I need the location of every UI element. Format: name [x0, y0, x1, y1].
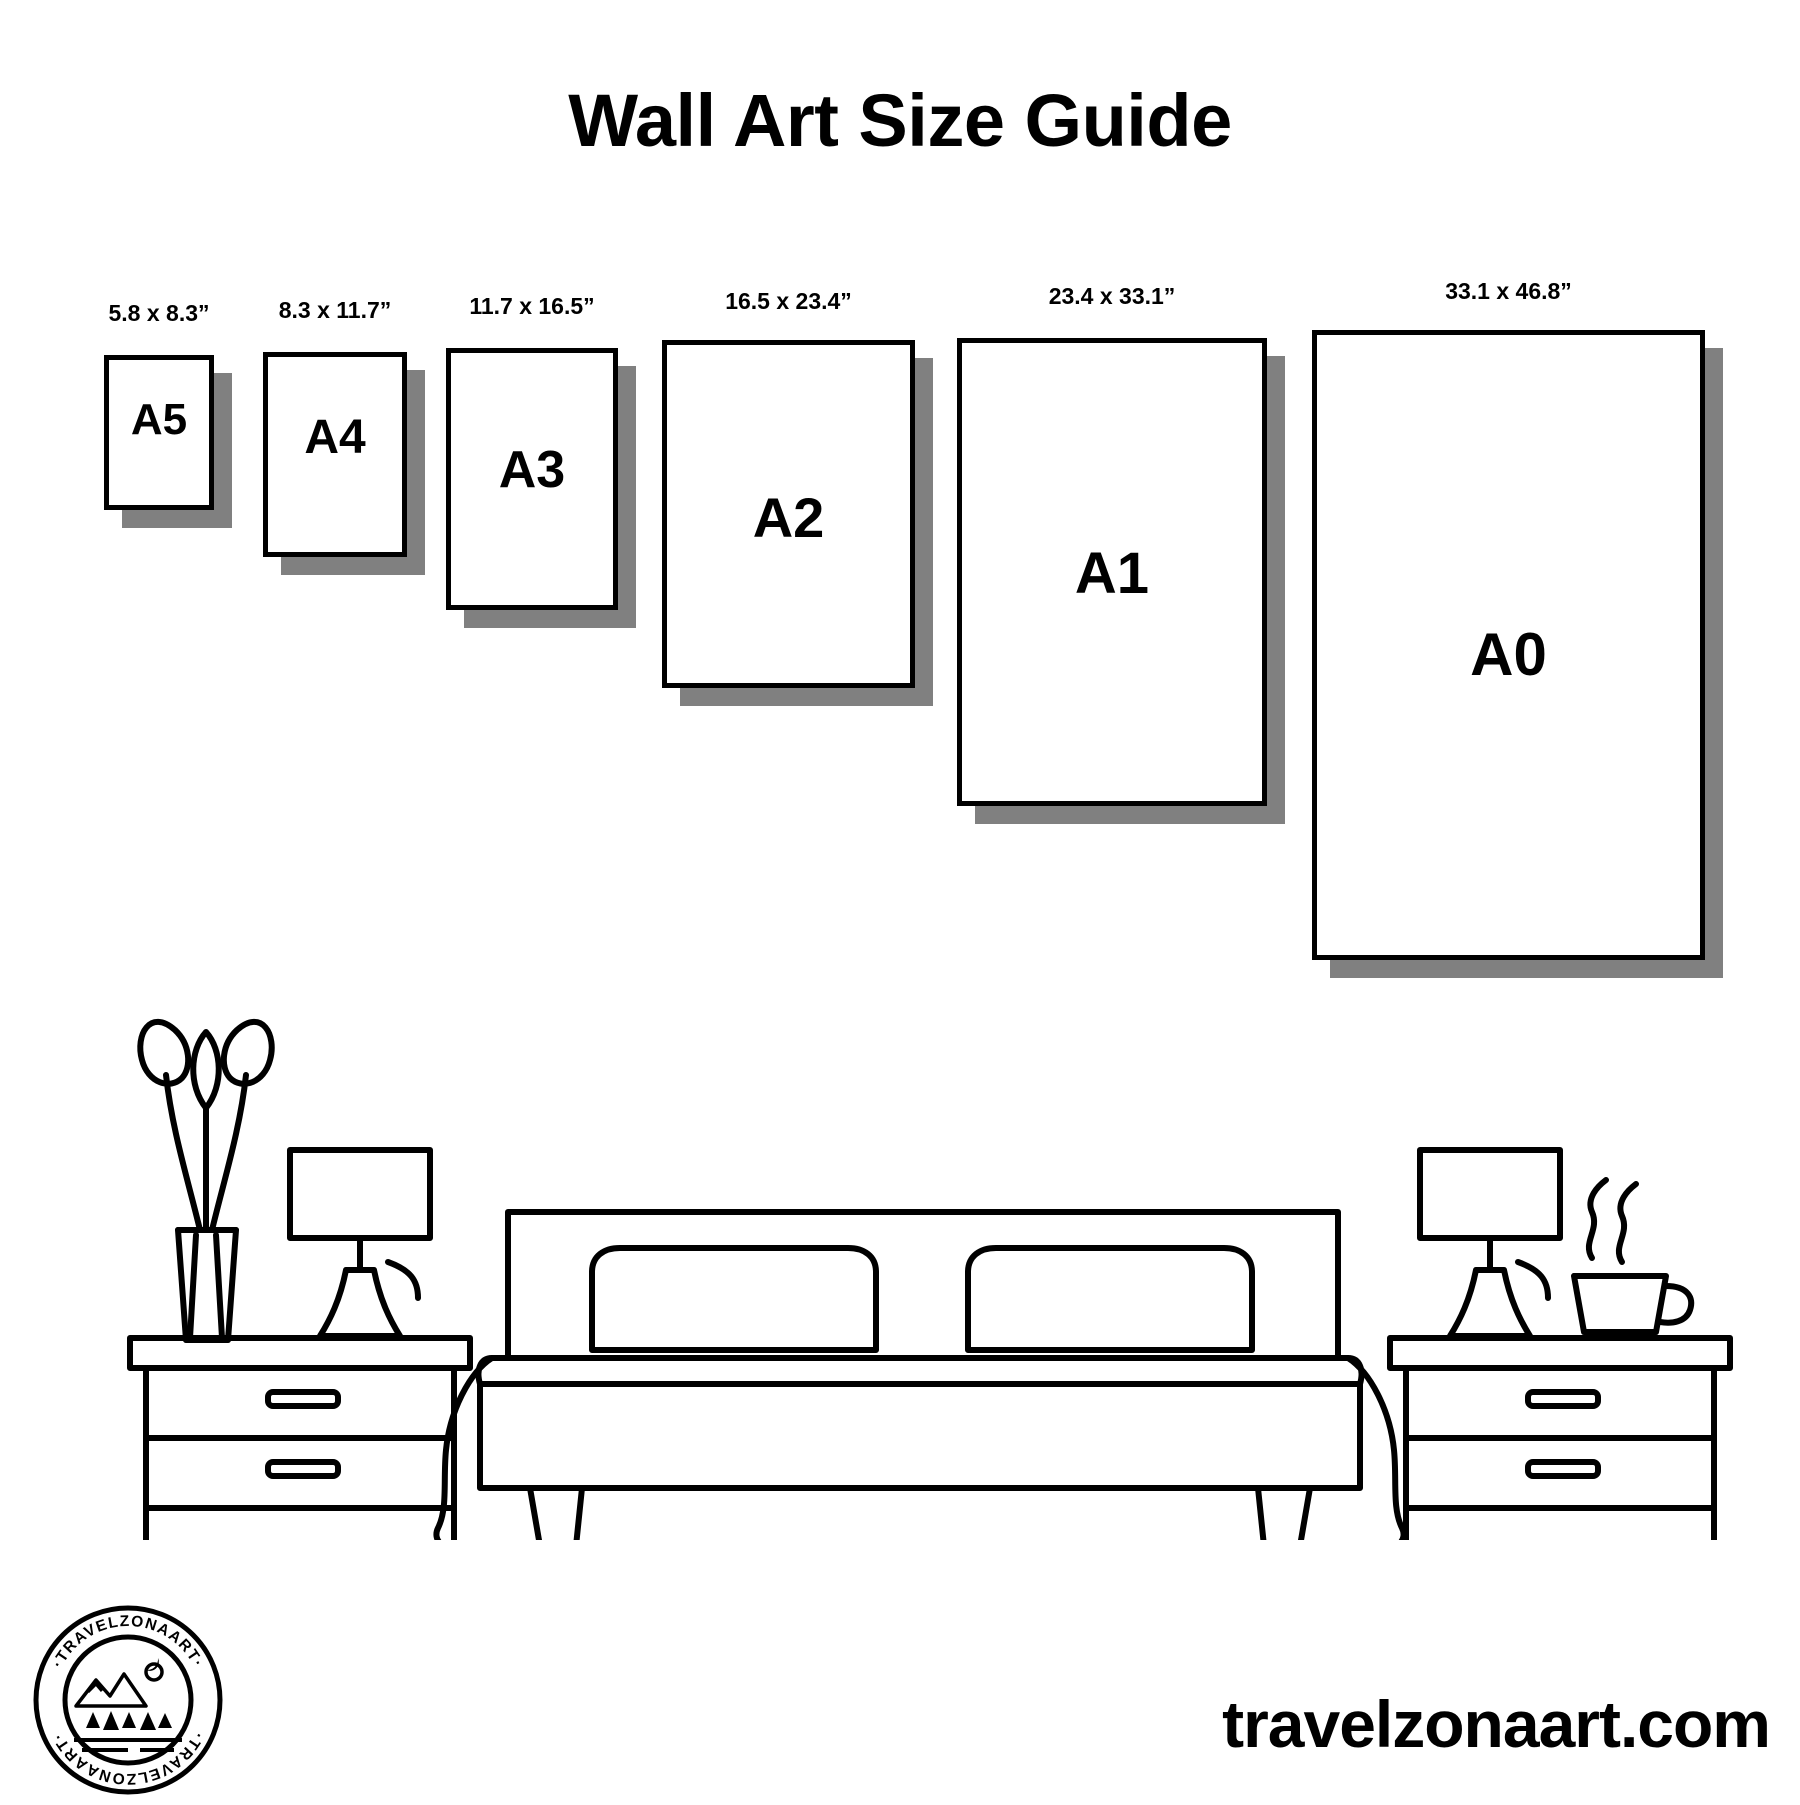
frame-dimension-label: 23.4 x 33.1”	[1048, 283, 1176, 309]
right-table-lamp-icon	[1420, 1150, 1560, 1336]
frame-size-name: A2	[752, 486, 825, 549]
frame-size-name: A3	[498, 441, 566, 499]
frame-a0	[1252, 0, 1765, 1030]
svg-text:·TRAVELZONAART·	[49, 1613, 207, 1671]
brand-logo	[28, 1600, 228, 1800]
page-title: Wall Art Size Guide	[568, 79, 1232, 162]
frame-dimension-label: 5.8 x 8.3”	[108, 300, 210, 326]
mountain-lake-badge-icon	[74, 1658, 182, 1750]
frame-size-name: A1	[1074, 541, 1150, 606]
frame-dimension-label: 16.5 x 23.4”	[725, 288, 852, 314]
svg-text:·TRAVELZONAART·	[49, 1729, 207, 1787]
left-table-lamp-icon	[290, 1150, 430, 1336]
plant-vase-icon	[140, 1022, 271, 1340]
frame-size-name: A0	[1470, 621, 1547, 688]
coffee-cup-icon	[1574, 1180, 1691, 1332]
frame-size-name: A4	[304, 411, 366, 464]
bed-icon	[436, 1212, 1403, 1540]
logo-text-top: ·TRAVELZONAART·	[49, 1612, 207, 1671]
website-url: travelzonaart.com	[1222, 1687, 1770, 1761]
left-nightstand-icon	[88, 1338, 470, 1540]
frame-dimension-label: 33.1 x 46.8”	[1445, 278, 1572, 304]
right-nightstand-icon	[1372, 1338, 1780, 1540]
bedroom-scene	[0, 980, 1800, 1540]
frame-size-name: A5	[130, 395, 188, 444]
frame-dimension-label: 8.3 x 11.7”	[278, 297, 392, 323]
logo-text-bottom: ·TRAVELZONAART·	[49, 1729, 207, 1788]
frame-dimension-label: 11.7 x 16.5”	[469, 293, 595, 319]
